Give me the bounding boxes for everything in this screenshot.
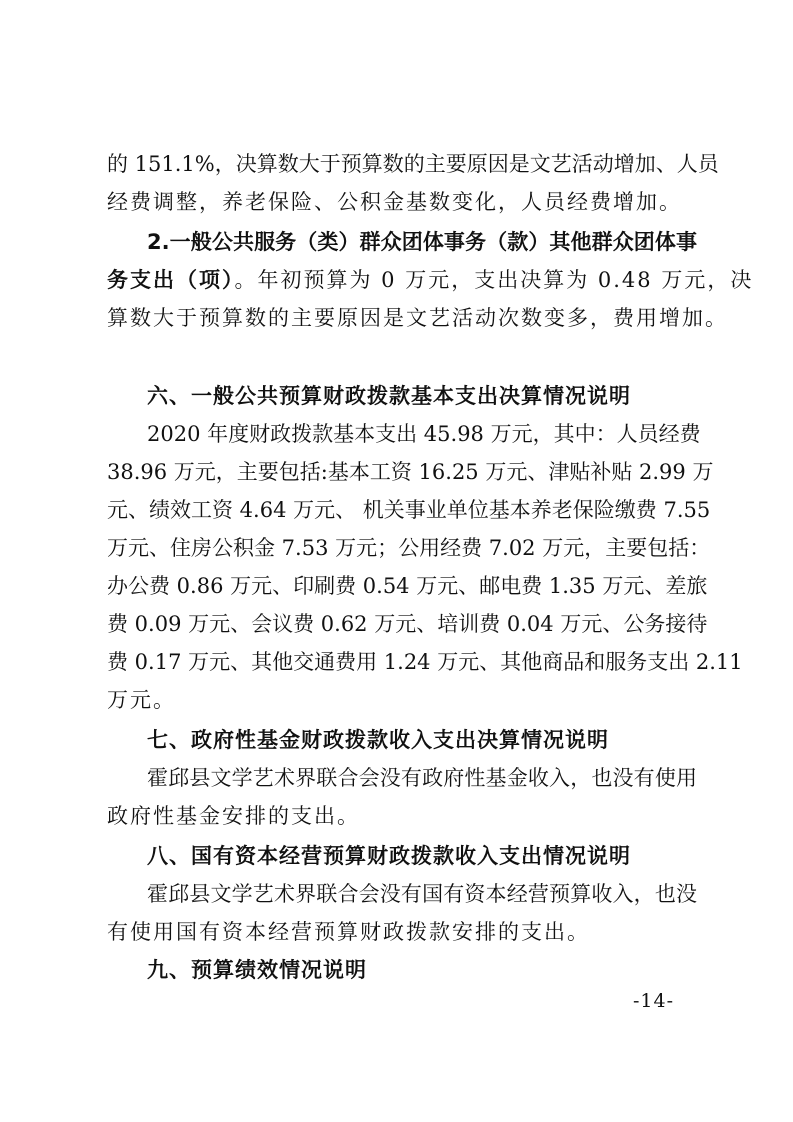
body-text-line: 38.96 万元，主要包括:基本工资 16.25 万元、津贴补贴 2.99 万 (107, 460, 714, 484)
body-text-line: 有使用国有资本经营预算财政拨款安排的支出。 (107, 920, 590, 944)
body-text-line: 元、绩效工资 4.64 万元、 机关事业单位基本养老保险缴费 7.55 (107, 498, 711, 522)
body-text-line: 办公费 0.86 万元、印刷费 0.54 万元、邮电费 1.35 万元、差旅 (107, 574, 708, 598)
body-text-line: 霍邱县文学艺术界联合会没有国有资本经营预算收入，也没 (147, 882, 697, 906)
body-text-line: 万元、住房公积金 7.53 万元；公用经费 7.02 万元，主要包括： (107, 536, 711, 560)
item-heading-continuation: 务支出（项） (107, 268, 235, 292)
body-text-line: 费 0.17 万元、其他交通费用 1.24 万元、其他商品和服务支出 2.11 (107, 650, 743, 674)
body-text-line: 政府性基金安排的支出。 (107, 804, 360, 828)
body-text-line: 霍邱县文学艺术界联合会没有政府性基金收入，也没有使用 (147, 766, 697, 790)
item-heading-line: 2.一般公共服务（类）群众团体事务（款）其他群众团体事 (147, 230, 697, 254)
section-heading: 六、一般公共预算财政拨款基本支出决算情况说明 (147, 384, 631, 408)
item-text: 。年初预算为 0 万元，支出决算为 0.48 万元，决 (234, 268, 754, 292)
body-text-line: 2020 年度财政拨款基本支出 45.98 万元，其中：人员经费 (147, 422, 701, 446)
body-text-line: 费 0.09 万元、会议费 0.62 万元、培训费 0.04 万元、公务接待 (107, 612, 708, 636)
page-number: -14- (633, 990, 675, 1012)
body-text-line: 万元。 (107, 688, 176, 712)
section-heading: 九、预算绩效情况说明 (147, 958, 367, 982)
section-heading: 七、政府性基金财政拨款收入支出决算情况说明 (147, 728, 609, 752)
section-heading: 八、国有资本经营预算财政拨款收入支出情况说明 (147, 844, 631, 868)
body-text-line: 的 151.1%，决算数大于预算数的主要原因是文艺活动增加、人员 (107, 152, 719, 176)
body-text-line: 经费调整，养老保险、公积金基数变化，人员经费增加。 (107, 190, 682, 214)
item-text-line (107, 268, 754, 292)
body-text-line: 算数大于预算数的主要原因是文艺活动次数变多，费用增加。 (107, 306, 728, 330)
